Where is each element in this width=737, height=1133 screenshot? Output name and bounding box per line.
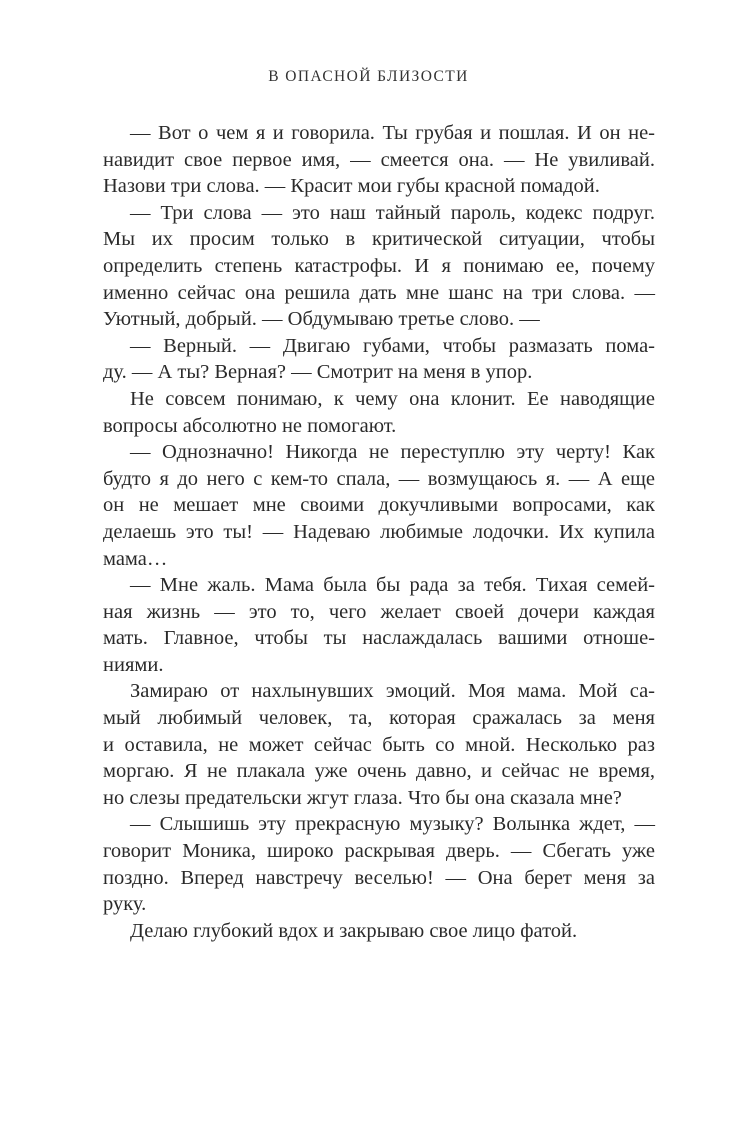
text-line: вопросы абсолютно не помогают. <box>103 414 397 437</box>
text-line: моргаю. Я не плакала уже очень давно, и сейчас не время, <box>103 760 655 783</box>
page-body-text <box>103 120 655 944</box>
text-line: — Мне жаль. Мама была бы рада за тебя. Тихая семей- <box>130 574 655 597</box>
running-header: В ОПАСНОЙ БЛИЗОСТИ <box>268 68 469 85</box>
paragraph <box>103 200 655 333</box>
text-line: Замираю от нахлынувших эмоций. Моя мама. Мой са- <box>130 680 655 703</box>
text-line: — Три слова — это наш тайный пароль, кодекс подруг. <box>130 201 655 224</box>
paragraph <box>103 678 655 811</box>
paragraph <box>103 120 655 200</box>
text-line: ниями. <box>103 653 164 676</box>
text-line: — Слышишь эту прекрасную музыку? Волынка ждет, — <box>130 813 655 836</box>
text-line: будто я до него с кем-то спала, — возмущаюсь я. — А еще <box>103 467 655 490</box>
text-line: Мы их просим только в критической ситуации, чтобы <box>103 228 655 251</box>
text-line: мама… <box>103 547 168 570</box>
text-line: — Вот о чем я и говорила. Ты грубая и пошлая. И он не- <box>130 122 655 144</box>
text-line: и оставила, не может сейчас быть со мной. Несколько раз <box>103 733 655 756</box>
text-line: он не мешает мне своими докучливыми вопросами, как <box>103 494 655 517</box>
text-line: навидит свое первое имя, — смеется она. — Не увиливай. <box>103 148 655 171</box>
text-line: Не совсем понимаю, к чему она клонит. Ее наводящие <box>130 387 655 410</box>
text-line: делаешь это ты! — Надеваю любимые лодочки. Их купила <box>103 520 655 543</box>
text-line: именно сейчас она решила дать мне шанс на три слова. — <box>103 281 655 304</box>
text-line: определить степень катастрофы. И я понимаю ее, почему <box>103 254 655 277</box>
text-line: говорит Моника, широко раскрывая дверь. — Сбегать уже <box>103 840 655 863</box>
text-line: мый любимый человек, та, которая сражалась за меня <box>103 707 655 730</box>
text-line: ная жизнь — это то, чего желает своей дочери каждая <box>103 600 655 623</box>
text-line: — Однозначно! Никогда не переступлю эту черту! Как <box>130 441 655 464</box>
text-line: — Верный. — Двигаю губами, чтобы размазать пома- <box>130 334 655 357</box>
paragraph <box>103 572 655 678</box>
paragraph <box>103 386 655 439</box>
paragraph <box>103 333 655 386</box>
paragraph <box>103 918 655 945</box>
text-line: ду. — А ты? Верная? — Смотрит на меня в упор. <box>103 361 533 384</box>
paragraph <box>103 439 655 572</box>
text-line: Делаю глубокий вдох и закрываю свое лицо фатой. <box>130 919 578 942</box>
text-line: поздно. Вперед навстречу веселью! — Она берет меня за <box>103 866 655 889</box>
text-line: руку. <box>103 893 147 916</box>
text-line: Назови три слова. — Красит мои губы красной помадой. <box>103 175 600 198</box>
text-line: Уютный, добрый. — Обдумываю третье слово. — <box>103 308 540 331</box>
text-line: мать. Главное, чтобы ты наслаждалась вашими отноше- <box>103 627 655 650</box>
text-line: но слезы предательски жгут глаза. Что бы она сказала мне? <box>103 786 622 809</box>
paragraph <box>103 811 655 917</box>
